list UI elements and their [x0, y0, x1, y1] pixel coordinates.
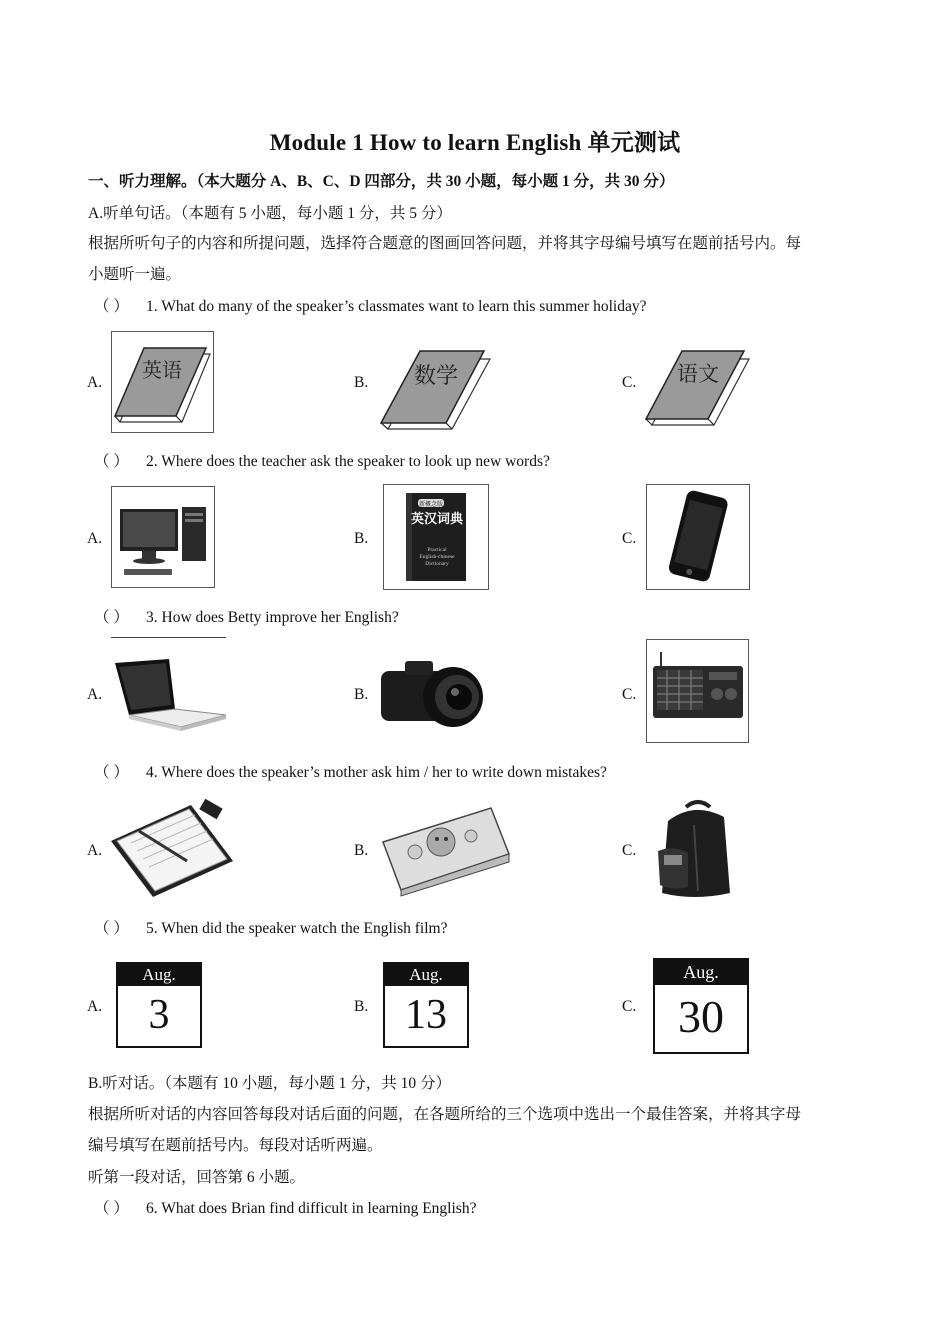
q3-option-a-label: A. — [87, 686, 103, 703]
question-text: 3. How does Betty improve her English? — [146, 609, 399, 626]
english-book-picture — [111, 331, 214, 433]
book-label-english: 英语 — [142, 358, 182, 382]
question-5 — [94, 919, 447, 939]
calendar-month: Aug. — [655, 960, 747, 985]
q2-option-c-label: C. — [622, 530, 637, 547]
q2-option-a-label: A. — [87, 530, 103, 547]
question-text: 5. When did the speaker watch the English film? — [146, 920, 448, 937]
math-book-picture — [378, 341, 493, 433]
question-3 — [94, 608, 399, 628]
camera-picture — [377, 651, 485, 733]
q1-option-c-label: C. — [622, 374, 637, 391]
question-text: 1. What do many of the speaker’s classmates want to learn this summer holiday? — [146, 298, 647, 315]
section-heading: 一、听力理解。（本大题分 A、B、C、D 四部分，共 30 小题，每小题 1 分，共 30 分） — [88, 173, 675, 190]
part-b-instruction-1: 根据所听对话的内容回答每段对话后面的问题，在各题所给的三个选项中选出一个最佳答案，并将其字母 — [88, 1106, 802, 1123]
calendar-day: 3 — [148, 992, 170, 1038]
question-4 — [94, 763, 607, 783]
calendar-aug-30 — [653, 958, 749, 1054]
q1-option-b-label: B. — [354, 374, 369, 391]
question-text: 2. Where does the teacher ask the speaker to look up new words? — [146, 453, 550, 470]
dictionary-picture — [383, 484, 489, 590]
question-text: 6. What does Brian find difficult in learning English? — [146, 1200, 477, 1217]
part-a-heading: A.听单句话。（本题有 5 小题，每小题 1 分，共 5 分） — [88, 205, 452, 222]
answer-bracket[interactable]: （ ） — [94, 920, 129, 937]
backpack-picture — [654, 795, 734, 903]
calendar-aug-3 — [116, 962, 202, 1048]
q2-option-b-label: B. — [354, 530, 369, 547]
calendar-day: 13 — [405, 992, 447, 1038]
dictionary-subtitle-3: Dictionary — [425, 561, 449, 567]
chinese-book-picture — [644, 343, 752, 429]
answer-bracket[interactable]: （ ） — [94, 1200, 129, 1217]
q5-option-a-label: A. — [87, 998, 103, 1015]
question-6 — [94, 1199, 476, 1219]
calendar-aug-13 — [383, 962, 469, 1048]
part-b-heading: B.听对话。（本题有 10 小题，每小题 1 分，共 10 分） — [88, 1075, 451, 1092]
question-text: 4. Where does the speaker’s mother ask him / her to write down mistakes? — [146, 764, 607, 781]
calendar-month: Aug. — [385, 964, 467, 986]
q3-option-b-label: B. — [354, 686, 369, 703]
answer-bracket[interactable]: （ ） — [94, 298, 129, 315]
q5-option-c-label: C. — [622, 998, 637, 1015]
part-a-instruction-1: 根据所听句子的内容和所提问题，选择符合题意的图画回答问题，并将其字母编号填写在题前括号内。每 — [88, 235, 802, 252]
q4-option-a-label: A. — [87, 842, 103, 859]
calendar-day: 30 — [678, 991, 724, 1042]
q3-option-c-label: C. — [622, 686, 637, 703]
question-1 — [94, 297, 646, 317]
pencil-case-picture — [379, 802, 513, 898]
dictionary-subtitle-2: English-chinese — [419, 554, 455, 560]
question-2 — [94, 452, 550, 472]
mobile-phone-picture — [646, 484, 750, 590]
answer-bracket[interactable]: （ ） — [94, 609, 129, 626]
page-title: Module 1 How to learn English 单元测试 — [269, 130, 681, 155]
dictionary-tag: 新概念版 — [418, 502, 444, 508]
answer-bracket[interactable]: （ ） — [94, 453, 129, 470]
q1-option-a-label: A. — [87, 374, 103, 391]
book-label-math: 数学 — [413, 364, 459, 389]
q5-option-b-label: B. — [354, 998, 369, 1015]
part-a-instruction-2: 小题听一遍。 — [88, 266, 182, 283]
answer-bracket[interactable]: （ ） — [94, 764, 129, 781]
book-label-chinese: 语文 — [677, 362, 719, 386]
calendar-month: Aug. — [118, 964, 200, 986]
radio-picture — [646, 639, 749, 743]
notebook-picture — [109, 797, 237, 901]
q4-option-c-label: C. — [622, 842, 637, 859]
computer-picture — [111, 486, 215, 588]
dialogue-1-instruction: 听第一段对话，回答第 6 小题。 — [88, 1169, 306, 1186]
q4-option-b-label: B. — [354, 842, 369, 859]
divider-line — [111, 637, 226, 638]
dictionary-title: 英汉词典 — [410, 511, 464, 526]
part-b-instruction-2: 编号填写在题前括号内。每段对话听两遍。 — [88, 1137, 383, 1154]
dictionary-subtitle-1: Practical — [427, 547, 447, 553]
laptop-picture — [111, 655, 228, 735]
